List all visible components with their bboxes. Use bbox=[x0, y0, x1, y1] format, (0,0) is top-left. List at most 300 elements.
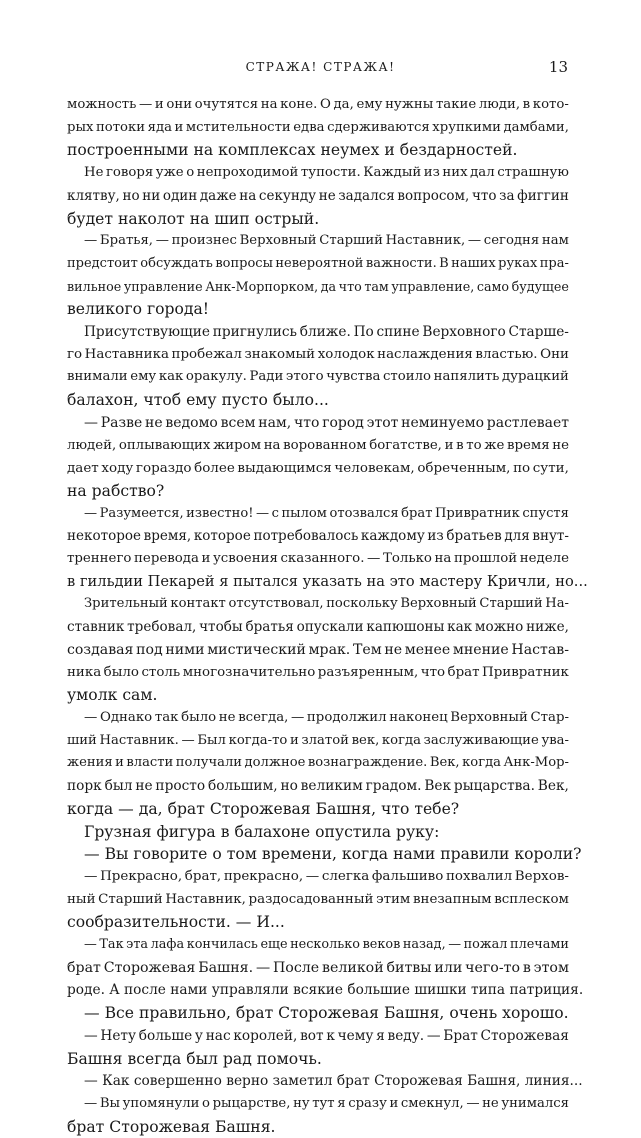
word: сути, bbox=[532, 460, 569, 477]
word: Старший bbox=[98, 891, 163, 907]
word: Только bbox=[382, 551, 432, 567]
word: Ради bbox=[249, 369, 284, 385]
word: у bbox=[194, 1027, 203, 1044]
word: — bbox=[84, 709, 98, 725]
word: брат bbox=[235, 1004, 274, 1023]
word: великого bbox=[67, 300, 142, 319]
word: назад, bbox=[402, 937, 446, 953]
word: стоило bbox=[383, 369, 432, 385]
word: — bbox=[84, 1073, 98, 1090]
word: более bbox=[194, 460, 235, 477]
word: ему bbox=[356, 97, 383, 112]
text-line bbox=[67, 94, 569, 117]
word: когда bbox=[381, 732, 421, 748]
word: на bbox=[260, 97, 278, 112]
word: этим bbox=[376, 891, 411, 907]
word: говорите bbox=[133, 845, 208, 864]
text-line bbox=[67, 208, 569, 231]
word: когда bbox=[67, 799, 114, 818]
word: контакт bbox=[170, 596, 226, 612]
word: важности. bbox=[365, 255, 437, 271]
word: дает bbox=[67, 460, 99, 477]
word: — bbox=[467, 233, 482, 249]
text-line bbox=[67, 344, 569, 367]
word: порк bbox=[67, 778, 102, 795]
word: еще bbox=[260, 937, 288, 953]
word: ниже, bbox=[526, 619, 569, 636]
word: фальшиво bbox=[371, 868, 444, 884]
word: после bbox=[124, 982, 166, 999]
text-line bbox=[67, 1025, 569, 1048]
text-line bbox=[67, 866, 569, 889]
word: очутятся bbox=[194, 97, 259, 112]
word: оракулу. bbox=[185, 369, 247, 385]
word: я bbox=[337, 1095, 346, 1111]
word: А bbox=[109, 982, 120, 999]
word: прошлой bbox=[453, 551, 518, 567]
word: клятву, bbox=[67, 187, 120, 204]
word: сегодня bbox=[483, 233, 540, 249]
word: больше bbox=[138, 1027, 193, 1044]
word: — bbox=[256, 505, 270, 521]
word: Тем bbox=[352, 641, 382, 658]
word: треннего bbox=[67, 551, 132, 567]
word: брат bbox=[67, 1117, 105, 1136]
word: в bbox=[522, 97, 531, 112]
word: я bbox=[219, 572, 229, 590]
word: Был bbox=[197, 732, 226, 748]
text-line bbox=[67, 1048, 569, 1071]
word: Век bbox=[424, 778, 452, 795]
word: Наставник, bbox=[385, 233, 466, 249]
word: Пекарей bbox=[147, 572, 215, 590]
text-line bbox=[67, 412, 569, 435]
word: Век, bbox=[537, 778, 569, 795]
word: Присутствующие bbox=[84, 324, 210, 341]
word: властью. bbox=[475, 346, 538, 362]
word: ни bbox=[142, 187, 161, 204]
word: ный bbox=[67, 891, 96, 907]
text-line bbox=[67, 480, 569, 503]
word: Верховного bbox=[422, 324, 506, 341]
word: что bbox=[294, 414, 320, 431]
word: всякие bbox=[293, 982, 343, 999]
word: Верховный bbox=[400, 596, 477, 612]
word: всегда bbox=[127, 1049, 182, 1068]
word: было bbox=[103, 664, 139, 680]
word: тебе? bbox=[414, 799, 460, 818]
word: один bbox=[162, 187, 198, 204]
word: чувства bbox=[326, 369, 381, 385]
word: в bbox=[456, 437, 464, 453]
word: — bbox=[448, 937, 462, 953]
word: Грузная bbox=[84, 822, 152, 841]
word: что bbox=[420, 664, 446, 680]
word: руках bbox=[498, 255, 538, 271]
word: шишки bbox=[414, 982, 467, 999]
word: чтобы bbox=[199, 619, 243, 636]
word: власти bbox=[126, 755, 174, 771]
word: на bbox=[434, 551, 452, 567]
word: богатстве, bbox=[369, 437, 442, 453]
word: — bbox=[155, 233, 169, 249]
word: По bbox=[353, 324, 374, 341]
text-line bbox=[67, 321, 569, 344]
word: лафа bbox=[150, 937, 185, 953]
text-line bbox=[67, 616, 569, 639]
word: — bbox=[84, 845, 100, 864]
text-line bbox=[67, 435, 569, 458]
word: же bbox=[484, 437, 505, 453]
word: Разве bbox=[100, 414, 143, 431]
word: Старше- bbox=[508, 324, 569, 341]
text-line bbox=[67, 139, 569, 162]
word: Кричли, bbox=[486, 572, 551, 590]
word: и bbox=[444, 437, 454, 453]
word: так bbox=[154, 709, 179, 725]
word: что bbox=[338, 278, 362, 294]
word: на bbox=[263, 437, 281, 453]
word: тупости. bbox=[300, 165, 361, 181]
word: пробежал bbox=[171, 346, 242, 362]
word: королей, bbox=[233, 1027, 298, 1044]
word: не bbox=[218, 709, 236, 725]
word: брат, bbox=[184, 868, 222, 884]
word: пра- bbox=[539, 255, 569, 271]
word: мнение bbox=[452, 641, 509, 658]
word: сразу bbox=[348, 1095, 387, 1111]
word: нас bbox=[205, 1027, 231, 1044]
word: Сторожевая bbox=[209, 799, 311, 818]
word: и bbox=[154, 97, 164, 112]
word: этом bbox=[533, 959, 569, 976]
word: этого bbox=[285, 369, 324, 385]
word: по bbox=[513, 460, 531, 477]
word: брат bbox=[67, 959, 101, 976]
word: руку: bbox=[396, 822, 440, 841]
word: Старший bbox=[479, 596, 543, 612]
word: Башня. bbox=[215, 1117, 276, 1136]
word: жения bbox=[67, 755, 113, 771]
word: ника bbox=[67, 664, 102, 680]
word: эта bbox=[126, 937, 149, 953]
word: внезапным bbox=[412, 891, 492, 907]
word: мастеру bbox=[419, 572, 483, 590]
word: всплеском bbox=[494, 891, 569, 907]
word: потоки bbox=[95, 119, 146, 135]
word: то bbox=[466, 437, 482, 453]
word: — bbox=[426, 1027, 441, 1044]
word: том bbox=[226, 845, 257, 864]
text-line bbox=[67, 162, 569, 185]
word: управляли bbox=[211, 982, 289, 999]
word: смекнул, bbox=[400, 1095, 464, 1111]
word: великим bbox=[300, 778, 363, 795]
word: рад bbox=[222, 1049, 252, 1068]
word: вот bbox=[300, 1027, 324, 1044]
text-line bbox=[67, 889, 569, 912]
word: — bbox=[84, 1027, 98, 1044]
word: плечами bbox=[510, 937, 569, 953]
word: рыцарстве, bbox=[212, 1095, 291, 1111]
text-line bbox=[67, 979, 584, 1002]
word: градом. bbox=[365, 778, 422, 795]
word: страшную bbox=[497, 165, 569, 181]
word: сам. bbox=[122, 686, 158, 705]
word: пытался bbox=[233, 572, 298, 590]
word: короли? bbox=[514, 845, 582, 864]
word: унимался bbox=[501, 1095, 569, 1111]
word: будет bbox=[67, 209, 114, 228]
word: Так bbox=[99, 937, 124, 953]
word: да, bbox=[138, 799, 163, 818]
text-line bbox=[67, 230, 569, 253]
word: время bbox=[506, 437, 550, 453]
word: неминуемо bbox=[401, 414, 484, 431]
word: выдающимся bbox=[237, 460, 332, 477]
word: Как bbox=[102, 1073, 130, 1090]
word: ему bbox=[186, 391, 217, 410]
word: можно bbox=[474, 619, 524, 636]
word: Башня bbox=[67, 1049, 123, 1068]
text-line bbox=[67, 752, 569, 775]
word: известно! bbox=[186, 505, 254, 521]
word: го bbox=[67, 346, 83, 362]
text-line bbox=[67, 525, 569, 548]
word: битвы bbox=[386, 959, 432, 976]
word: продолжил bbox=[306, 709, 387, 725]
word: дурацкий bbox=[502, 369, 569, 385]
word: к bbox=[326, 1027, 335, 1044]
word: В bbox=[439, 255, 449, 271]
word: потребовалось bbox=[253, 528, 359, 545]
word: роде. bbox=[67, 982, 105, 999]
word: яда bbox=[147, 119, 172, 135]
word: сдерживаются bbox=[327, 119, 430, 135]
word: балахон, bbox=[67, 391, 139, 410]
word: — bbox=[235, 913, 252, 932]
word: напялить bbox=[433, 369, 500, 385]
word: наконец bbox=[389, 709, 448, 725]
word: балахоне bbox=[234, 822, 311, 841]
word: времени, bbox=[261, 845, 337, 864]
text-line bbox=[67, 503, 569, 526]
word: вопросы bbox=[215, 255, 273, 271]
word: что bbox=[381, 799, 410, 818]
page-number: 13 bbox=[548, 58, 568, 76]
word: опускали bbox=[296, 619, 364, 636]
word: правильно, bbox=[138, 1004, 231, 1023]
word: за bbox=[499, 187, 515, 204]
word: внут- bbox=[532, 528, 569, 545]
word: Анк-Мор- bbox=[503, 755, 569, 771]
word: пригнулись bbox=[212, 324, 298, 341]
word: в bbox=[67, 572, 76, 590]
word: секунду bbox=[258, 187, 317, 204]
word: но... bbox=[555, 572, 588, 590]
word: спине bbox=[376, 324, 420, 341]
word: Сторожевая bbox=[103, 959, 196, 976]
word: холодок bbox=[317, 346, 375, 362]
word: брат bbox=[167, 799, 205, 818]
word: сказанного. bbox=[280, 551, 365, 567]
running-title: СТРАЖА! СТРАЖА! bbox=[245, 60, 396, 74]
text-line bbox=[67, 1070, 583, 1093]
text-line bbox=[67, 662, 569, 685]
word: похвалил bbox=[445, 868, 513, 884]
word: ними bbox=[165, 641, 205, 658]
word: гильдии bbox=[79, 572, 143, 590]
word: — bbox=[367, 551, 381, 567]
word: — bbox=[84, 1004, 100, 1023]
word: в bbox=[522, 959, 531, 976]
word: вильное bbox=[67, 278, 122, 294]
word: что bbox=[471, 187, 497, 204]
word: великой bbox=[322, 959, 384, 976]
text-line bbox=[67, 276, 569, 299]
word: — bbox=[118, 799, 134, 818]
text-line bbox=[67, 1093, 569, 1116]
word: там bbox=[364, 278, 389, 294]
text-line bbox=[67, 798, 569, 821]
word: рых bbox=[67, 119, 94, 135]
word: брат bbox=[447, 664, 480, 680]
word: — bbox=[466, 1095, 480, 1111]
word: отсутствовал, bbox=[228, 596, 324, 612]
word: управление bbox=[123, 278, 203, 294]
word: требовал, bbox=[127, 619, 197, 636]
word: нами bbox=[170, 982, 208, 999]
word: ему bbox=[130, 369, 157, 385]
word: и bbox=[384, 141, 395, 160]
word: в bbox=[220, 822, 230, 841]
word: Башня. bbox=[198, 959, 254, 976]
word: дал bbox=[470, 165, 495, 181]
word: люди, bbox=[478, 97, 521, 112]
word: и bbox=[290, 732, 299, 748]
word: из bbox=[423, 165, 440, 181]
word: как bbox=[447, 619, 473, 636]
word: шип bbox=[214, 209, 250, 228]
word: дамбами, bbox=[503, 119, 569, 135]
word: всегда, bbox=[238, 709, 289, 725]
word: перевода bbox=[134, 551, 199, 567]
word: само bbox=[476, 278, 510, 294]
word: брат bbox=[401, 505, 433, 521]
text-line bbox=[67, 593, 569, 616]
word: о bbox=[212, 845, 222, 864]
word: говоря bbox=[105, 165, 154, 181]
word: веду. bbox=[387, 1027, 425, 1044]
word: опустила bbox=[315, 822, 392, 841]
word: них bbox=[442, 165, 468, 181]
word: Привратник bbox=[434, 505, 520, 521]
word: время, bbox=[143, 528, 192, 545]
word: не bbox=[482, 1095, 499, 1111]
word: правили bbox=[440, 845, 510, 864]
word: и bbox=[201, 551, 211, 567]
word: ходу bbox=[101, 460, 134, 477]
word: мстительности bbox=[185, 119, 291, 135]
word: и bbox=[174, 119, 184, 135]
word: Привратник bbox=[482, 664, 569, 680]
text-line bbox=[67, 707, 569, 730]
word: Сторожевая bbox=[278, 1004, 379, 1023]
word: Старший bbox=[319, 233, 383, 249]
word: когда-то bbox=[228, 732, 288, 748]
word: столь bbox=[141, 664, 181, 680]
word: Анк-Морпорком, bbox=[205, 278, 319, 294]
word: златой bbox=[301, 732, 349, 748]
word: да, bbox=[333, 97, 354, 112]
word: фиггин bbox=[517, 187, 569, 204]
word: И... bbox=[256, 913, 285, 932]
word: неделе bbox=[519, 551, 569, 567]
word: на bbox=[239, 187, 257, 204]
word: Вы bbox=[104, 845, 129, 864]
word: очень bbox=[449, 1004, 498, 1023]
word: слегка bbox=[321, 868, 370, 884]
text-line bbox=[67, 957, 569, 980]
word: управление, bbox=[391, 278, 475, 294]
word: капюшоны bbox=[366, 619, 445, 636]
word: или bbox=[434, 959, 463, 976]
word: бездарностей. bbox=[399, 141, 518, 160]
word: — bbox=[84, 414, 98, 431]
word: мрак. bbox=[308, 641, 351, 658]
word: коне. bbox=[280, 97, 318, 112]
word: Верхов- bbox=[514, 868, 569, 884]
word: построенными bbox=[67, 141, 189, 160]
word: такие bbox=[435, 97, 477, 112]
text-line bbox=[67, 934, 569, 957]
word: и bbox=[115, 755, 124, 771]
word: Однако bbox=[99, 709, 153, 725]
word: рыцарства. bbox=[453, 778, 535, 795]
word: О bbox=[319, 97, 331, 112]
word: отозвался bbox=[329, 505, 399, 521]
word: Все bbox=[104, 1004, 134, 1023]
word: не bbox=[145, 414, 163, 431]
word: комплексах bbox=[218, 141, 316, 160]
word: было bbox=[181, 709, 217, 725]
word: и bbox=[389, 1095, 399, 1111]
word: Сторожевая bbox=[374, 1073, 463, 1090]
word: на bbox=[366, 572, 385, 590]
word: мистический bbox=[207, 641, 306, 658]
word: вознаграждение. bbox=[307, 755, 428, 771]
word: ставник bbox=[67, 619, 125, 636]
word: под bbox=[136, 641, 163, 658]
word: упомянули bbox=[122, 1095, 200, 1111]
word: — bbox=[255, 959, 271, 976]
word: — bbox=[84, 937, 97, 953]
word: нам, bbox=[258, 414, 292, 431]
word: верно bbox=[226, 1073, 269, 1090]
word: наколот bbox=[118, 209, 185, 228]
word: веков bbox=[362, 937, 401, 953]
word: уже bbox=[155, 165, 184, 181]
word: Век, bbox=[429, 755, 460, 771]
word: помочь. bbox=[256, 1049, 322, 1068]
word: патриция. bbox=[509, 982, 584, 999]
word: Стар- bbox=[530, 709, 569, 725]
word: ува- bbox=[541, 732, 569, 748]
word: поскольку bbox=[326, 596, 398, 612]
word: чего-то bbox=[465, 959, 520, 976]
word: был bbox=[104, 778, 133, 795]
word: да bbox=[320, 278, 337, 294]
